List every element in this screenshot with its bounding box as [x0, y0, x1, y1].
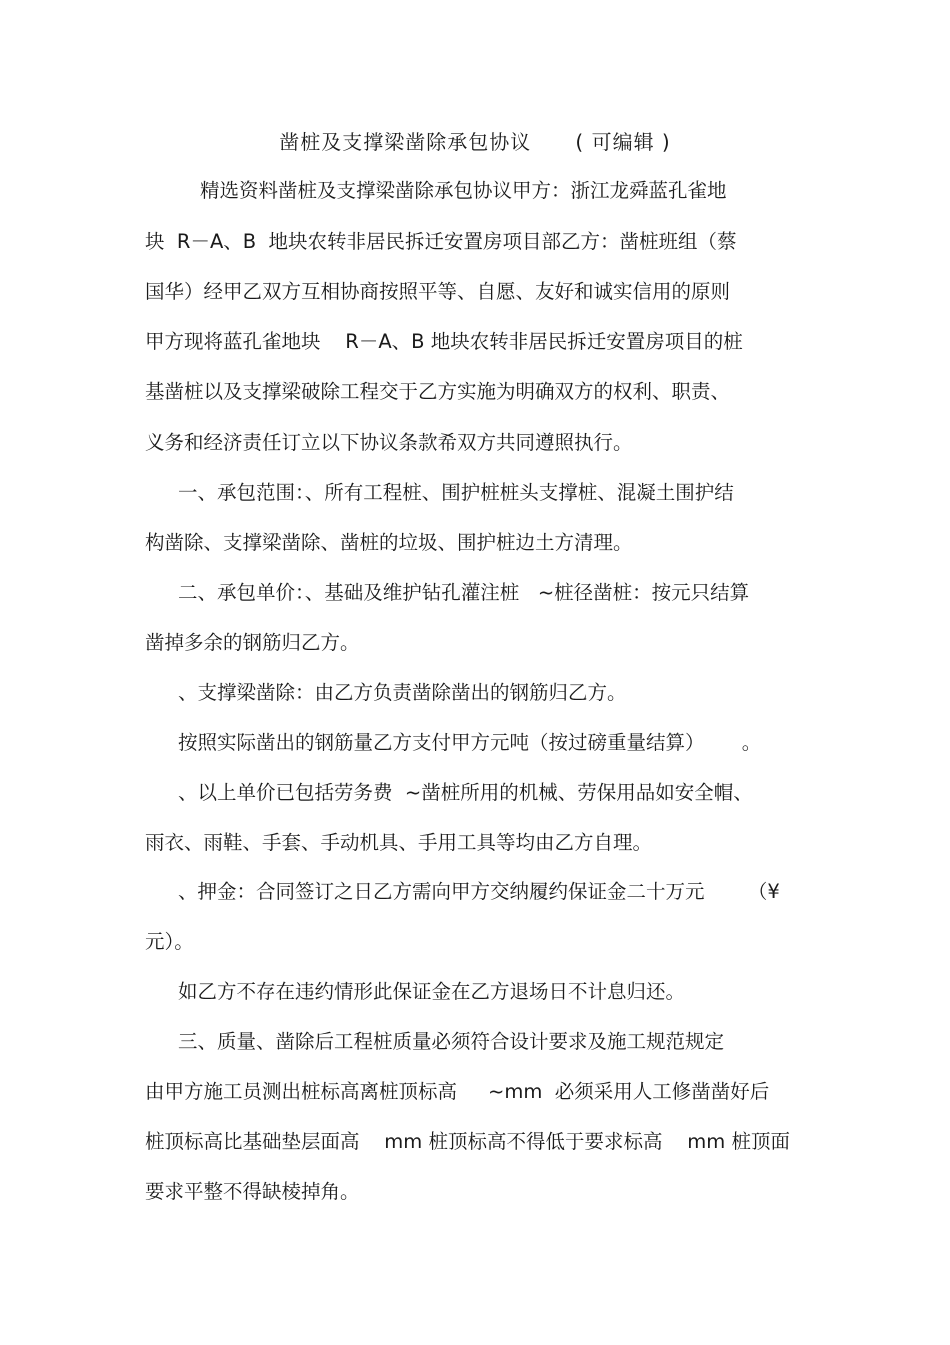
paragraph-line: 凿掉多余的钢筋归乙方。: [145, 631, 360, 654]
paragraph-line: 由甲方施工员测出桩标高离桩顶标高 ~mm 必须采用人工修凿凿好后: [145, 1080, 770, 1103]
paragraph-line: 二、承包单价：、基础及维护钻孔灌注桩 ~桩径凿桩：按元只结算: [178, 581, 750, 604]
paragraph-line: 义务和经济责任订立以下协议条款希双方共同遵照执行。: [145, 431, 633, 454]
paragraph-line: 元）。: [145, 930, 194, 953]
paragraph-line: 桩顶标高比基础垫层面高 mm 桩顶标高不得低于要求标高 mm 桩顶面: [145, 1130, 790, 1153]
paragraph-line: 、支撑梁凿除：由乙方负责凿除凿出的钢筋归乙方。: [178, 681, 627, 704]
paragraph-line: 要求平整不得缺棱掉角。: [145, 1180, 360, 1203]
paragraph-line: 如乙方不存在违约情形此保证金在乙方退场日不计息归还。: [178, 980, 686, 1003]
paragraph-line: 精选资料凿桩及支撑梁凿除承包协议甲方：浙江龙舜蓝孔雀地: [200, 179, 727, 202]
paragraph-line: 、押金：合同签订之日乙方需向甲方交纳履约保证金二十万元 （¥: [178, 880, 780, 903]
document-title: 凿桩及支撑梁凿除承包协议 ( 可编辑 ): [279, 130, 671, 154]
paragraph-line: 按照实际凿出的钢筋量乙方支付甲方元吨（按过磅重量结算） 。: [178, 731, 762, 754]
paragraph-line: 构凿除、支撑梁凿除、凿桩的垃圾、围护桩边土方清理。: [145, 531, 633, 554]
paragraph-line: 、以上单价已包括劳务费 ~凿桩所用的机械、劳保用品如安全帽、: [178, 781, 753, 804]
paragraph-line: 块 R－A、B 地块农转非居民拆迁安置房项目部乙方：凿桩班组（蔡: [145, 230, 737, 253]
paragraph-line: 基凿桩以及支撑梁破除工程交于乙方实施为明确双方的权利、职责、: [145, 380, 731, 403]
paragraph-line: 甲方现将蓝孔雀地块 R－A、B 地块农转非居民拆迁安置房项目的桩: [145, 330, 743, 353]
paragraph-line: 雨衣、雨鞋、手套、手动机具、手用工具等均由乙方自理。: [145, 831, 653, 854]
paragraph-line: 国华）经甲乙双方互相协商按照平等、自愿、友好和诚实信用的原则: [145, 280, 731, 303]
paragraph-line: 一、承包范围：、所有工程桩、围护桩桩头支撑桩、混凝土围护结: [178, 481, 734, 504]
paragraph-line: 三、质量、凿除后工程桩质量必须符合设计要求及施工规范规定: [178, 1030, 725, 1053]
